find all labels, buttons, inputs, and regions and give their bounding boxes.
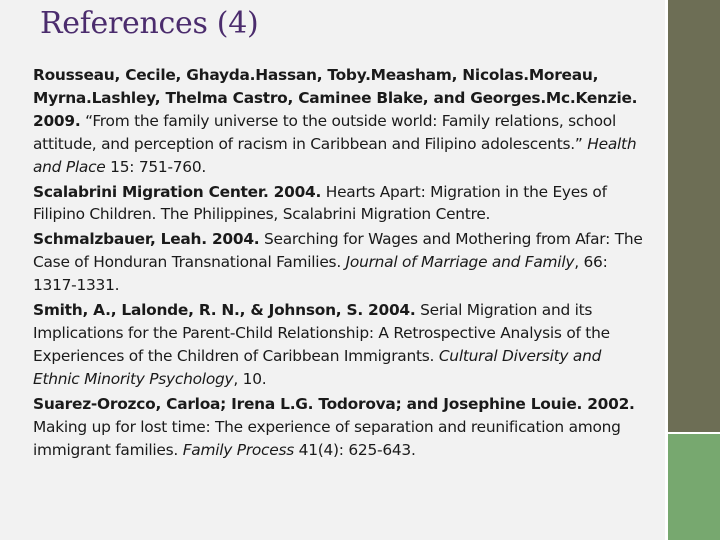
- reference-text: Searching for Wages and Mothering from Afar: The Case of Honduran Transnational Families.: [33, 230, 643, 272]
- reference-text: Making up for lost time: The experience of separation and reunification among immigrant families.: [33, 417, 621, 459]
- reference-entry: [33, 181, 648, 227]
- reference-tail: 41(4): 625-643.: [294, 440, 416, 459]
- reference-journal: Journal of Marriage and Family: [345, 253, 575, 272]
- sidebar-dark-band: [668, 0, 720, 432]
- reference-authors: Smith, A., Lalonde, R. N., & Johnson, S. 2004.: [33, 301, 416, 320]
- reference-authors: Scalabrini Migration Center. 2004.: [33, 182, 322, 201]
- slide-title: References (4): [40, 6, 259, 41]
- reference-entry: [33, 299, 648, 391]
- reference-authors: Schmalzbauer, Leah. 2004.: [33, 230, 260, 249]
- reference-text: Hearts Apart: Migration in the Eyes of Filipino Children. The Philippines, Scalabrini Migration Centre.: [33, 182, 607, 224]
- reference-authors: Rousseau, Cecile, Ghayda.Hassan, Toby.Measham, Nicolas.Moreau, Myrna.Lashley, Thelma Castro, Caminee Blake, and Georges.Mc.Kenzie. 2009.: [33, 66, 638, 130]
- reference-tail: , 66: 1317-1331.: [33, 253, 608, 295]
- reference-journal: Health and Place: [33, 134, 637, 176]
- reference-journal: Cultural Diversity and Ethnic Minority Psychology: [33, 346, 602, 388]
- reference-tail: , 10.: [233, 369, 267, 388]
- reference-text: Serial Migration and its Implications for the Parent-Child Relationship: A Retrospective Analysis of the Experiences of the Children of Caribbean Immigrants.: [33, 301, 610, 365]
- reference-list: [33, 64, 648, 463]
- reference-tail: 15: 751-760.: [105, 157, 207, 176]
- sidebar-accent-band: [668, 434, 720, 540]
- reference-entry: [33, 64, 648, 179]
- reference-authors: Suarez-Orozco, Carloa; Irena L.G. Todorova; and Josephine Louie. 2002.: [33, 394, 635, 413]
- reference-journal: Family Process: [182, 440, 295, 459]
- reference-text: “From the family universe to the outside world: Family relations, school attitude, and perception of racism in Caribbean and Filipino adolescents.”: [33, 111, 617, 153]
- reference-entry: [33, 228, 648, 297]
- reference-entry: [33, 393, 648, 462]
